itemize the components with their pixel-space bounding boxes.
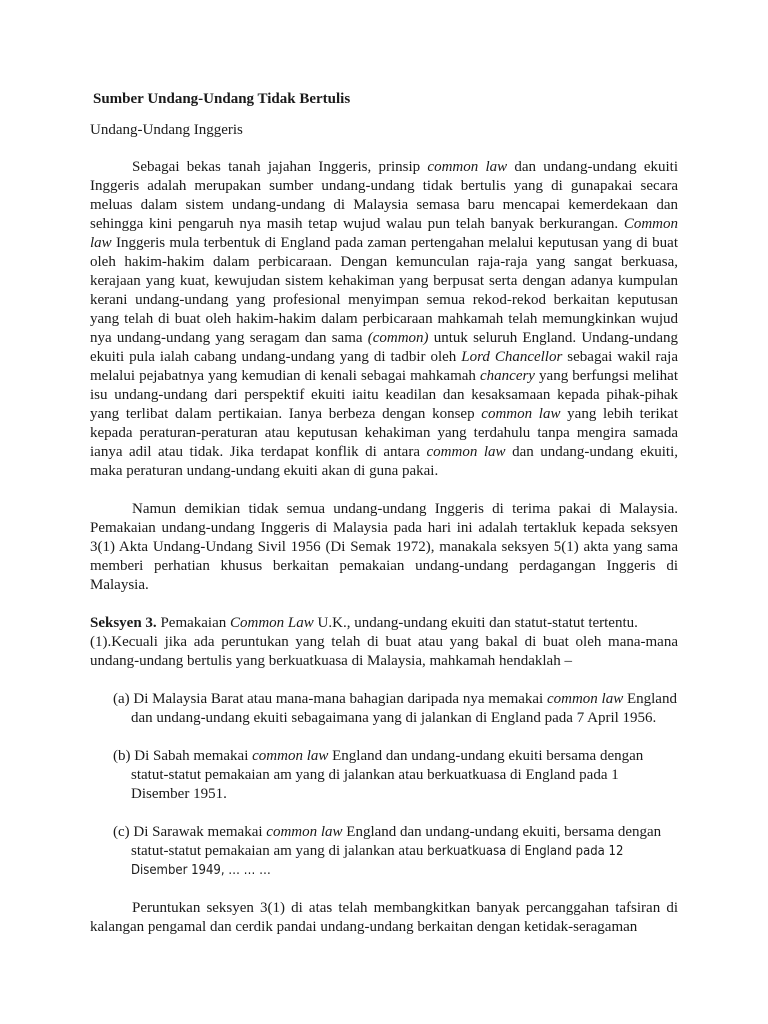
list-item-b: [113, 747, 678, 804]
text-run: yang lebih terikat kepada peraturan-peraturan atau keputusan kehakiman yang terdahulu tanpa mengira samada ianya adil atau tidak. Jika terdapat konflik di antara: [90, 406, 678, 460]
section-intro: [157, 615, 638, 631]
italic-term: (common): [367, 330, 429, 346]
italic-term: chancery: [480, 368, 535, 384]
italic-term: common law: [481, 406, 561, 422]
text-run: Namun demikian tidak semua undang-undang Inggeris di terima pakai di Malaysia. Pemakaian undang-undang Inggeris di Malaysia pada hari ini adalah tertakluk kepada seksyen 3(1) Akta Undang-Undang Sivil 1956 (Di Semak 1972), manakala seksyen 5(1) akta yang sama memberi perhatian khusus berkaitan pemakaian undang-undang perdagangan Inggeris di Malaysia.: [90, 501, 678, 593]
section-3-block: [90, 614, 678, 671]
text-run: yang berfungsi melihat isu undang-undang dari perspektif ekuiti iaitu keadilan dan kesaksamaan kepada pihak-pihak yang terlibat dalam pertikaian. Ianya berbeza dengan konsep: [90, 368, 678, 422]
document-heading: Sumber Undang-Undang Tidak Bertulis: [93, 91, 351, 107]
section-clause: (1).Kecuali jika ada peruntukan yang telah di buat atau yang bakal di buat oleh mana-mana undang-undang bertulis yang berkuatkuasa di Malaysia, mahkamah hendaklah –: [90, 634, 678, 669]
section-title: Seksyen 3.: [90, 615, 157, 631]
list-item-c: [113, 823, 678, 880]
text-run: dan undang-undang ekuiti, maka peraturan undang-undang ekuiti akan di guna pakai.: [90, 444, 678, 479]
section-subheading: Undang-Undang Inggeris: [90, 122, 243, 138]
text-run: (b) Di Sabah memakai: [113, 748, 253, 764]
text-run: Inggeris mula terbentuk di England pada zaman pertengahan melalui keputusan yang di buat oleh hakim-hakim dalam perbicaraan. Dengan kemunculan raja-raja yang sangat berkuasa, kerajaan yang kuat, kewujudan sistem kehakiman yang berpusat serta dengan adanya kumpulan kerani undang-undang yang profesional menyimpan semua rekod-rekod berkaitan keputusan yang telah di buat oleh hakim-hakim dalam perbicaraan mahkamah telah memungkinkan wujud nya undang-undang yang seragam dan sama: [90, 235, 678, 346]
text-run: England dan undang-undang ekuiti sebagaimana yang di jalankan di England pada 7 April 1956.: [131, 691, 677, 726]
list-item-a: [113, 690, 678, 728]
italic-term: common law: [426, 444, 506, 460]
text-run: (c) Di Sarawak memakai: [113, 824, 267, 840]
italic-term: common law: [546, 691, 624, 707]
italic-term: Common Law: [230, 615, 314, 631]
text-run: sebagai wakil raja melalui pejabatnya yang kemudian di kenali sebagai mahkamah: [90, 349, 679, 384]
paragraph-interpretation: [90, 899, 678, 937]
italic-term: Lord Chancellor: [461, 349, 563, 365]
text-run: England dan undang-undang ekuiti bersama dengan statut-statut pemakaian am yang di jalankan atau berkuatkuasa di England pada 1 Disember 1951.: [131, 748, 644, 802]
text-run: dan undang-undang ekuiti Inggeris adalah merupakan sumber undang-undang tidak bertulis yang di gunapakai secara meluas dalam sistem undang-undang di Malaysia semasa baru mencapai kemerdekaan dan sehingga kini pengaruh nya masih tetap wujud walau pun telah banyak berkurangan.: [90, 159, 678, 232]
text-run: untuk seluruh England. Undang-undang ekuiti pula ialah cabang undang-undang yang di tadbir oleh: [90, 330, 678, 365]
paragraph-english-law: [90, 158, 678, 481]
text-run: Pemakaian: [156, 615, 230, 631]
text-run: U.K., undang-undang ekuiti dan statut-statut tertentu.: [313, 615, 638, 631]
text-run: Sebagai bekas tanah jajahan Inggeris, prinsip: [132, 159, 428, 175]
italic-term: common law: [427, 159, 508, 175]
list-item-c-tail: berkuatkuasa di England pada 12 Disember 1949, … … …: [131, 844, 624, 878]
paragraph-application: [90, 500, 678, 595]
italic-term: common law: [266, 824, 343, 840]
text-run: Peruntukan seksyen 3(1) di atas telah membangkitkan banyak percanggahan tafsiran di kalangan pengamal dan cerdik pandai undang-undang berkaitan dengan ketidak-seragaman: [90, 900, 678, 935]
italic-term: Common law: [90, 216, 678, 251]
text-run: England dan undang-undang ekuiti, bersama dengan statut-statut pemakaian am yang di jalankan atau: [131, 824, 662, 859]
text-run: (a) Di Malaysia Barat atau mana-mana bahagian daripada nya memakai: [113, 691, 547, 707]
italic-term: common law: [252, 748, 329, 764]
